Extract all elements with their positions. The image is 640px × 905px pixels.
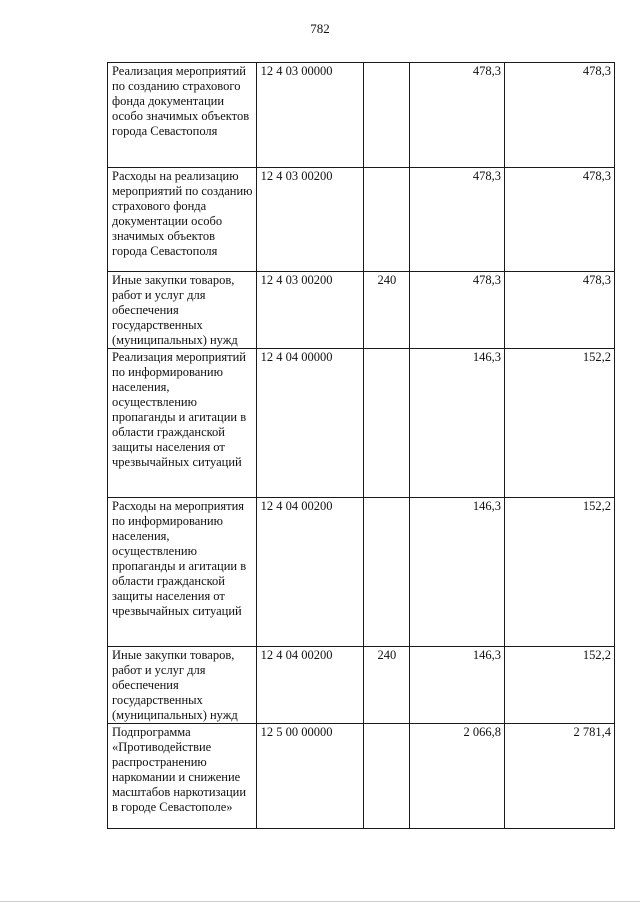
row-code-cell: 12 4 03 00000 [256, 63, 363, 168]
row-value-1-cell: 146,3 [410, 498, 505, 647]
row-name-cell: Иные закупки товаров, работ и услуг для обеспечения государственных (муниципальных) нужд [108, 272, 257, 349]
row-expense-type-cell [363, 349, 410, 498]
row-expense-type-cell [363, 63, 410, 168]
row-expense-type-cell [363, 168, 410, 272]
page-number: 782 [310, 21, 330, 36]
row-name-cell: Реализация мероприятий по созданию страхового фонда документации особо значимых объектов города Севастополя [108, 63, 257, 168]
row-value-2-cell: 478,3 [505, 168, 615, 272]
row-name-cell: Иные закупки товаров, работ и услуг для обеспечения государственных (муниципальных) нужд [108, 647, 257, 724]
row-name-cell: Расходы на мероприятия по информированию населения, осуществлению пропаганды и агитации в области гражданской защиты населения от чрезвычайных ситуаций [108, 498, 257, 647]
row-code-cell: 12 5 00 00000 [256, 724, 363, 829]
row-value-2-cell: 478,3 [505, 63, 615, 168]
row-value-2-cell: 152,2 [505, 349, 615, 498]
row-code-cell: 12 4 04 00200 [256, 647, 363, 724]
table-row [108, 498, 615, 647]
row-value-1-cell: 478,3 [410, 272, 505, 349]
row-value-2-cell: 2 781,4 [505, 724, 615, 829]
row-value-2-cell: 152,2 [505, 647, 615, 724]
table-row [108, 63, 615, 168]
row-value-1-cell: 478,3 [410, 168, 505, 272]
row-code-cell: 12 4 03 00200 [256, 168, 363, 272]
table-row [108, 724, 615, 829]
row-expense-type-cell [363, 724, 410, 829]
row-expense-type-cell: 240 [363, 647, 410, 724]
row-expense-type-cell: 240 [363, 272, 410, 349]
row-value-1-cell: 146,3 [410, 647, 505, 724]
row-name-cell: Расходы на реализацию мероприятий по созданию страхового фонда документации особо значимых объектов города Севастополя [108, 168, 257, 272]
row-code-cell: 12 4 04 00200 [256, 498, 363, 647]
row-value-1-cell: 2 066,8 [410, 724, 505, 829]
row-name-cell: Реализация мероприятий по информированию населения, осуществлению пропаганды и агитации в области гражданской защиты населения от чрезвычайных ситуаций [108, 349, 257, 498]
row-code-cell: 12 4 04 00000 [256, 349, 363, 498]
table-row [108, 272, 615, 349]
row-value-2-cell: 478,3 [505, 272, 615, 349]
row-expense-type-cell [363, 498, 410, 647]
table-row [108, 168, 615, 272]
row-value-2-cell: 152,2 [505, 498, 615, 647]
row-name-cell: Подпрограмма «Противодействие распространению наркомании и снижение масштабов наркотизации в городе Севастополе» [108, 724, 257, 829]
row-code-cell: 12 4 03 00200 [256, 272, 363, 349]
budget-table [107, 62, 615, 829]
row-value-1-cell: 478,3 [410, 63, 505, 168]
table-row [108, 647, 615, 724]
table-row [108, 349, 615, 498]
row-value-1-cell: 146,3 [410, 349, 505, 498]
page-bottom-edge [0, 901, 640, 902]
